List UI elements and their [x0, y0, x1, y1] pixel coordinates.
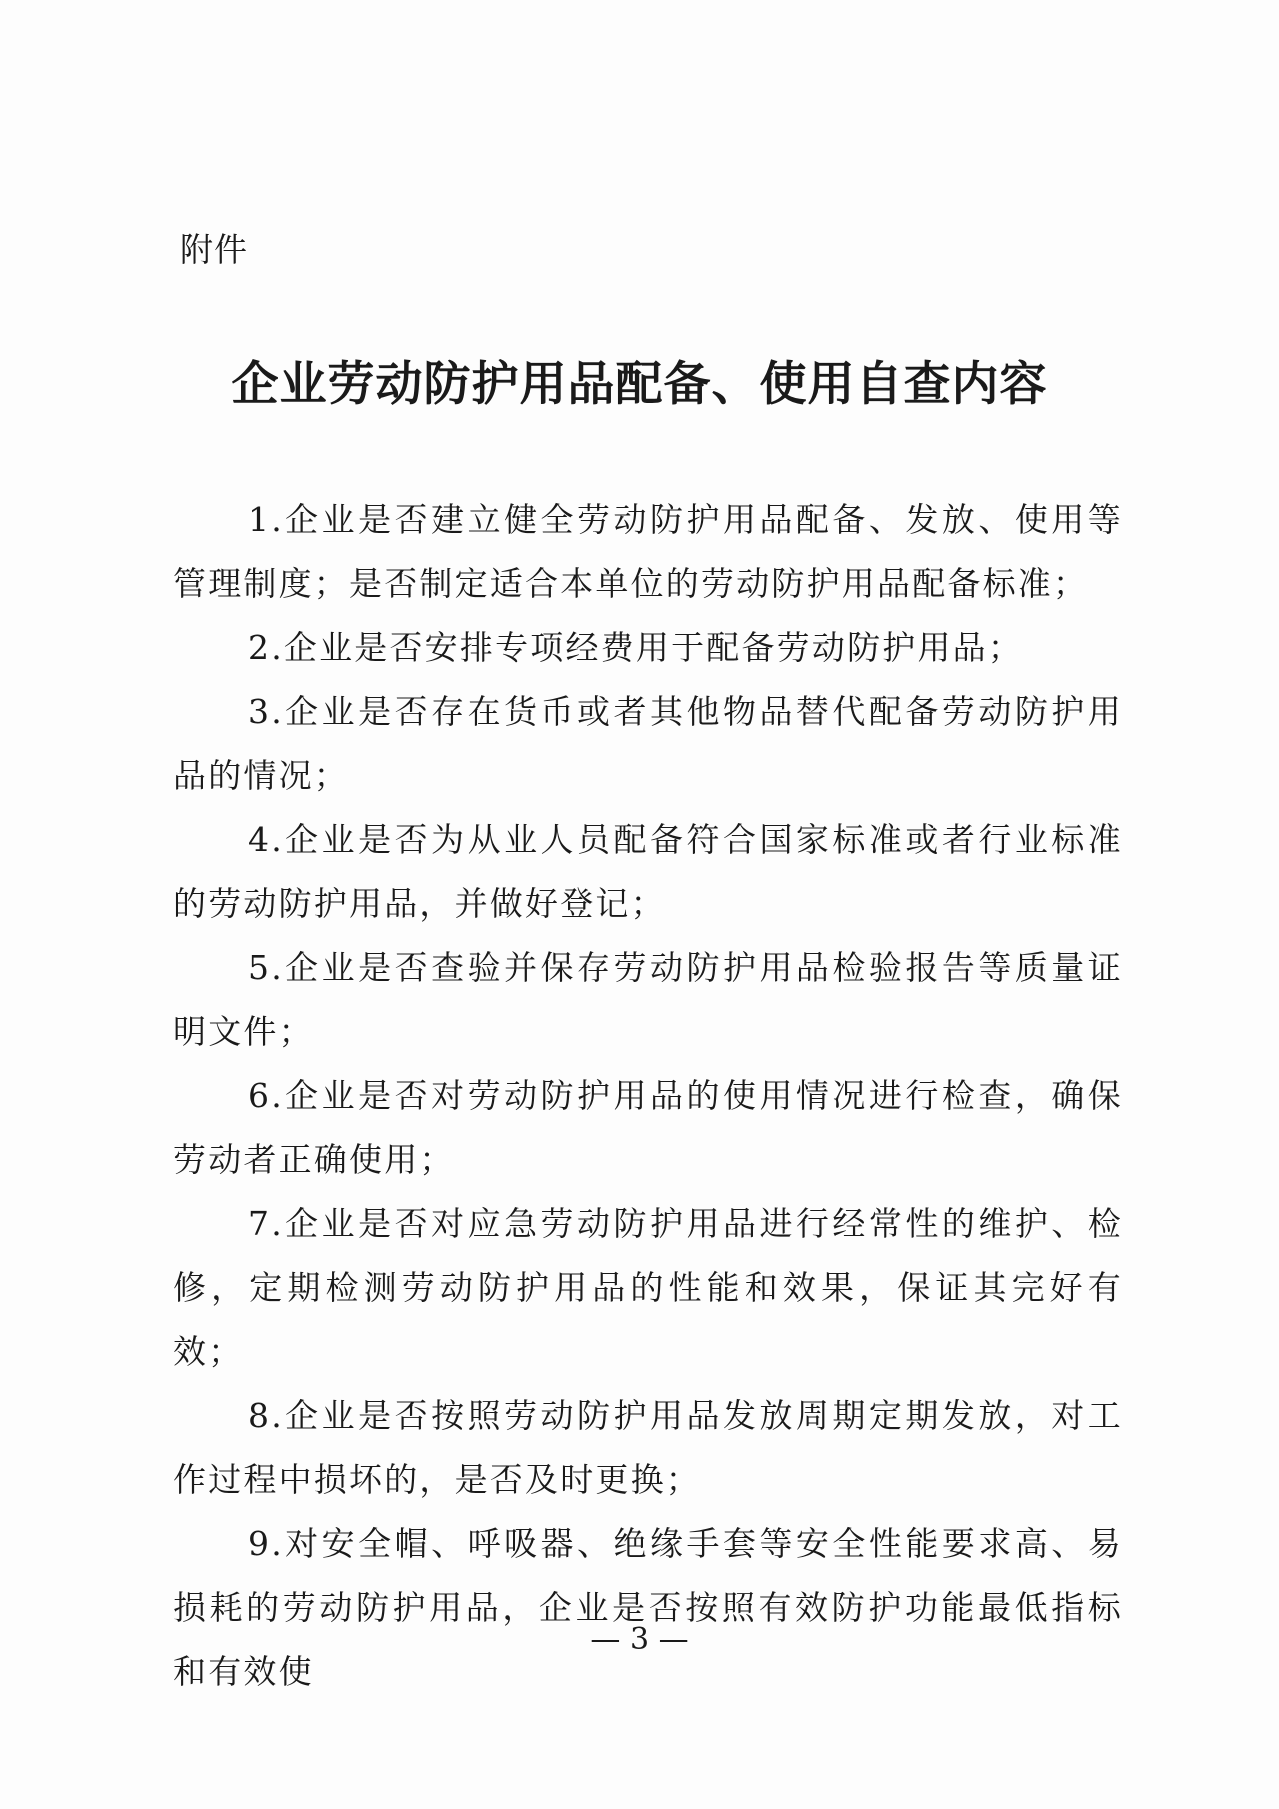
checklist-item-1: 1.企业是否建立健全劳动防护用品配备、发放、使用等管理制度；是否制定适合本单位的劳动防护用品配备标准；	[173, 500, 1123, 603]
checklist-item-4: 4.企业是否为从业人员配备符合国家标准或者行业标准的劳动防护用品，并做好登记；	[173, 820, 1123, 923]
checklist-item-8: 8.企业是否按照劳动防护用品发放周期定期发放，对工作过程中损坏的，是否及时更换；	[173, 1396, 1123, 1499]
checklist-item-3: 3.企业是否存在货币或者其他物品替代配备劳动防护用品的情况；	[173, 692, 1123, 795]
checklist-item-9: 9.对安全帽、呼吸器、绝缘手套等安全性能要求高、易损耗的劳动防护用品，企业是否按照有效防护功能最低指标和有效使	[173, 1524, 1123, 1691]
checklist-item-5: 5.企业是否查验并保存劳动防护用品检验报告等质量证明文件；	[173, 948, 1123, 1051]
checklist-item-6: 6.企业是否对劳动防护用品的使用情况进行检查，确保劳动者正确使用；	[173, 1076, 1123, 1179]
attachment-label: 附件	[180, 230, 248, 269]
checklist-item-7: 7.企业是否对应急劳动防护用品进行经常性的维护、检修，定期检测劳动防护用品的性能和效果，保证其完好有效；	[173, 1204, 1123, 1371]
checklist-items	[173, 488, 1123, 1704]
page-number: — 3 —	[590, 1622, 689, 1657]
checklist-item-2: 2.企业是否安排专项经费用于配备劳动防护用品；	[248, 628, 1024, 667]
document-title: 企业劳动防护用品配备、使用自查内容	[231, 357, 1048, 412]
